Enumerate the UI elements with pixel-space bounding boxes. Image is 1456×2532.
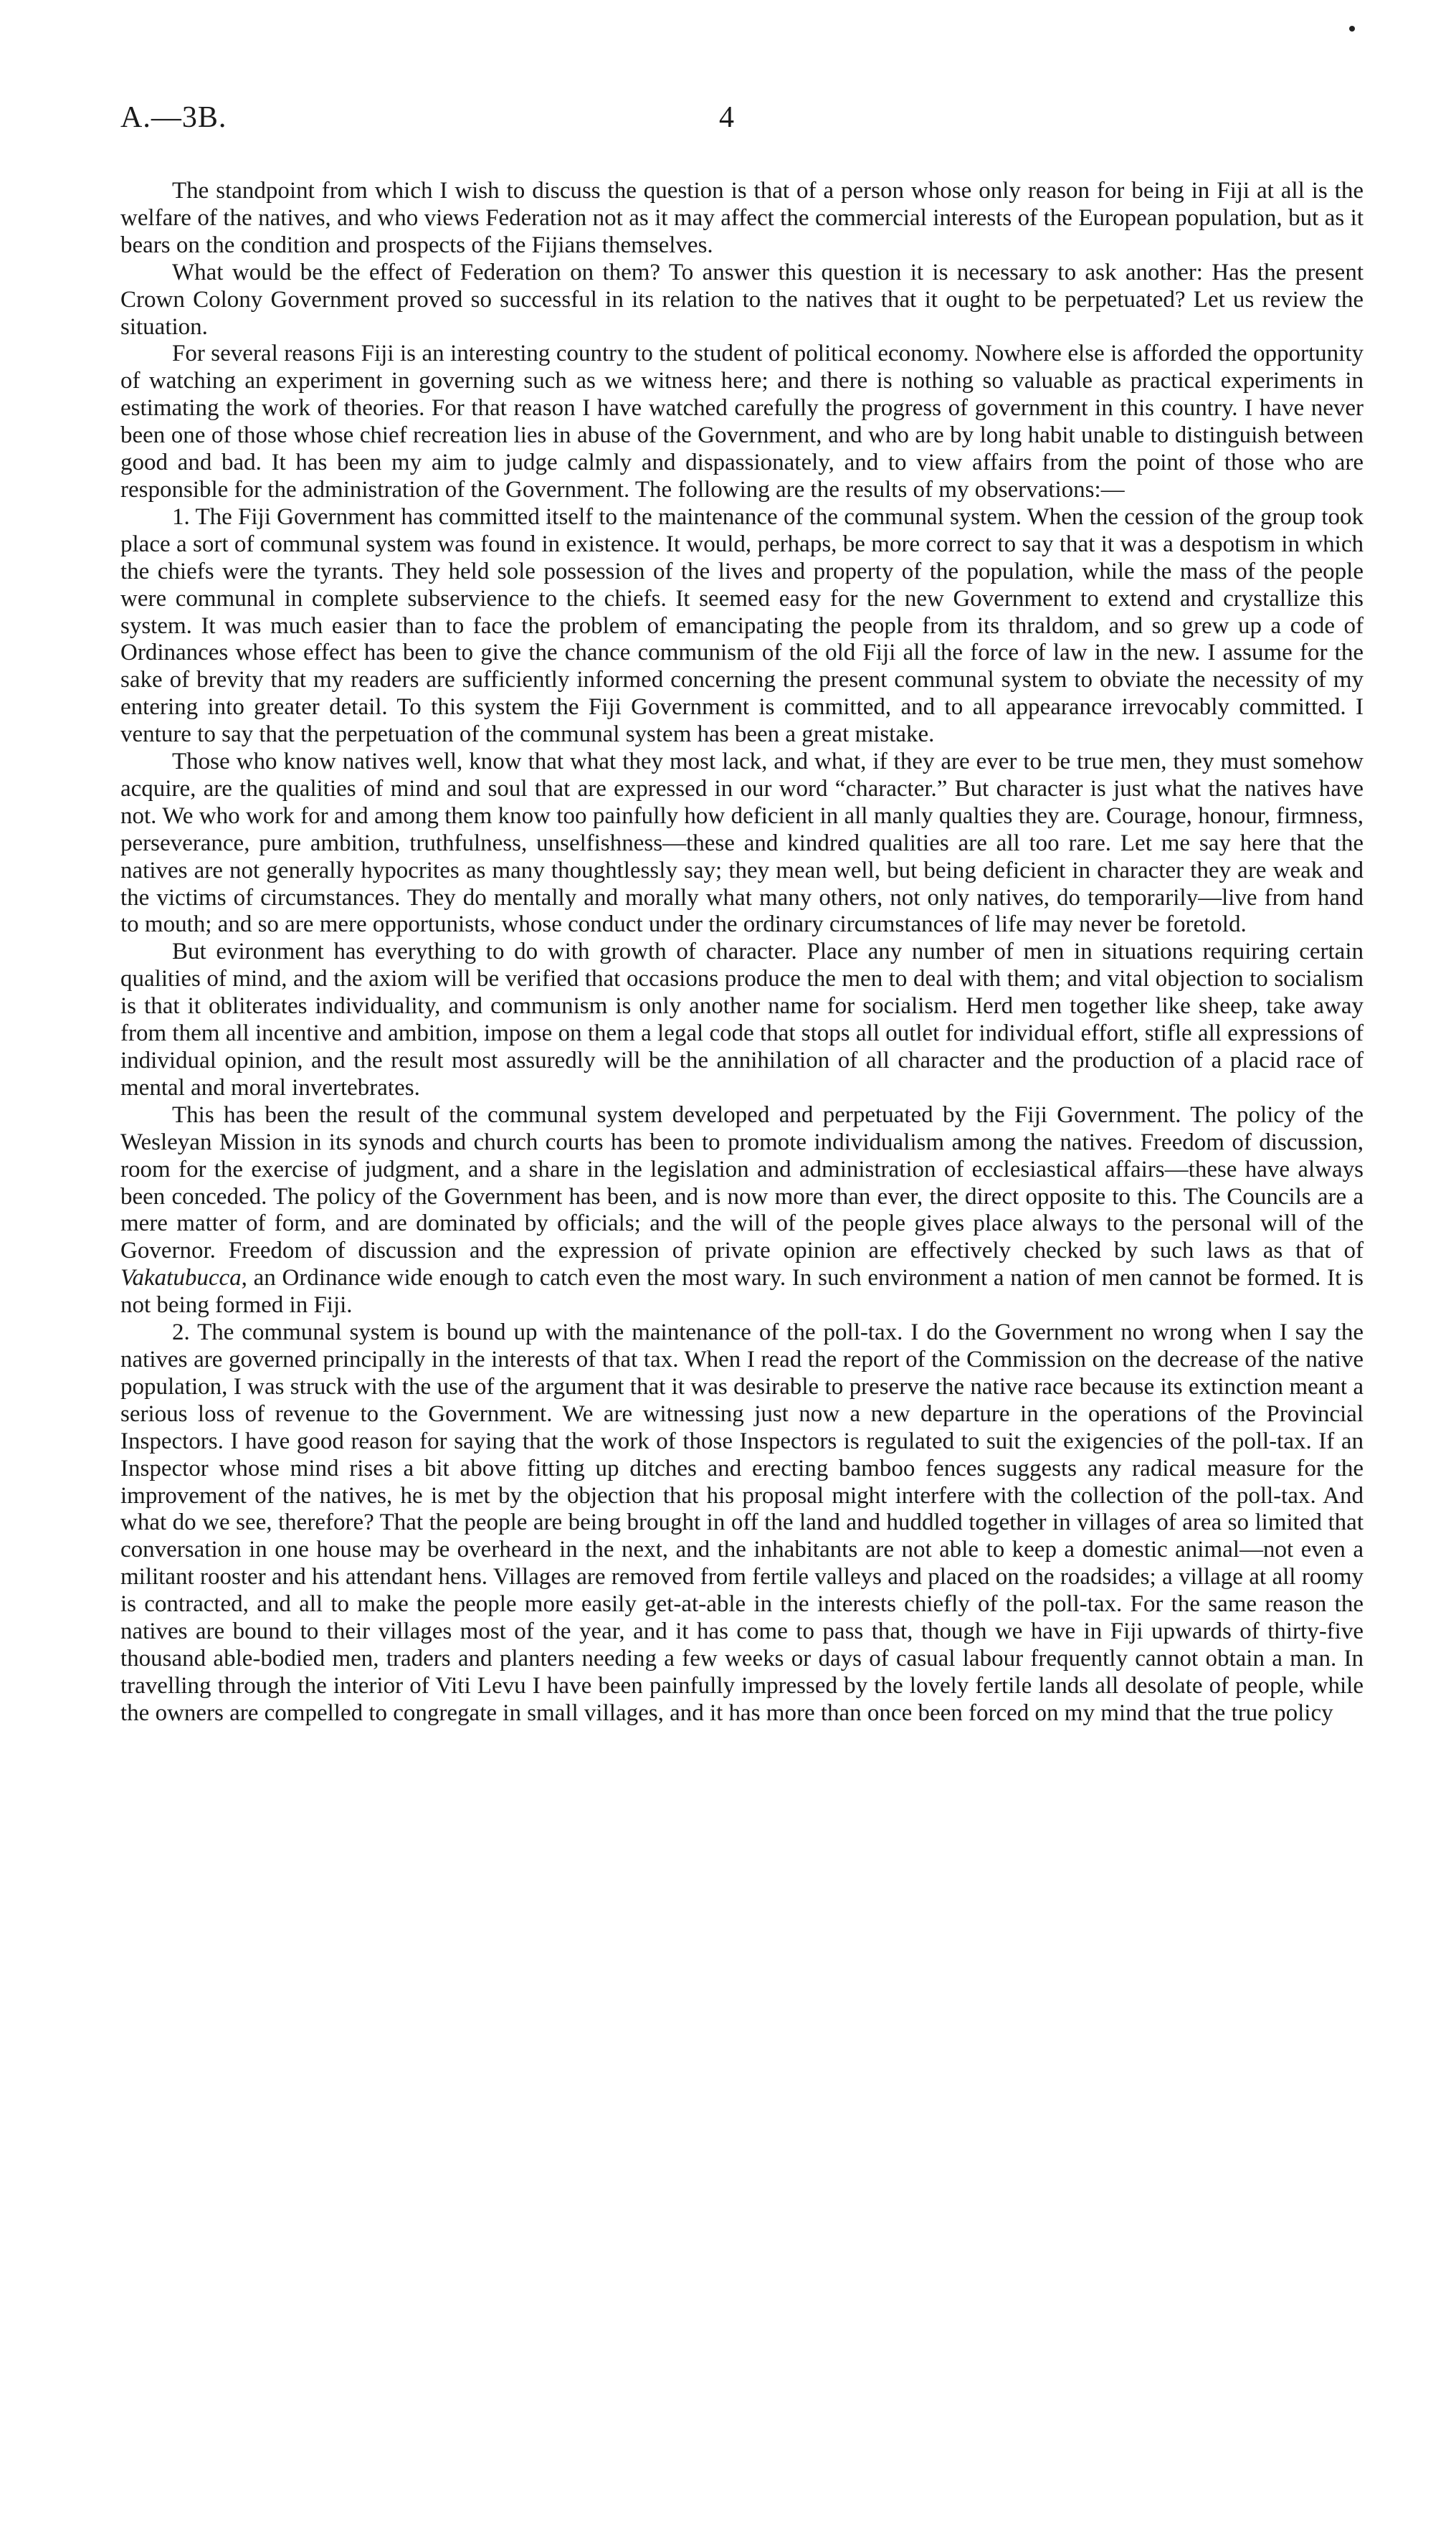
paragraph-character: Those who know natives well, know that what they most lack, and what, if they are ever to be true men, they must somehow acquire, are the qualities of mind and soul that are expressed in our word “character.” But character is just what the natives have not. We who work for and among them know too painfully how deficient in all manly qualties they are. Courage, honour, firmness, perseverance, pure ambition, truthfulness, unselfishness—these and kindred qualities are all too rare. Let me say here that the natives are not generally hypocrites as many thoughtlessly say; they mean well, but being deficient in character they are weak and the victims of circumstances. They do mentally and morally what many others, not only natives, do temporarily—live from hand to mouth; and so are mere opportunists, whose conduct under the ordinary circumstances of life may never be foretold.	[120, 749, 1364, 938]
document-reference: A.—3B.	[120, 101, 227, 134]
ink-dot	[1349, 26, 1355, 32]
paragraph-environment: But evironment has everything to do with growth of character. Place any number of men in situations requiring certain qualities of mind, and the axiom will be verified that occasions produce the men to deal with them; and vital objection to socialism is that it obliterates individuality, and communism is only another name for socialism. Herd men together like sheep, take away from them all incentive and ambition, impose on them a legal code that stops all outlet for individual effort, stifle all expressions of individual opinion, and the result most assuredly will be the annihilation of all character and the production of a placid race of mental and moral invertebrates.	[120, 939, 1364, 1101]
italic-term: Vakatubucca	[120, 1265, 242, 1291]
paragraph-wesleyan-mission: This has been the result of the communal system developed and perpetuated by the Fiji Government. The policy of the Wesleyan Mission in its synods and church courts has been to promote individualism among the natives. Freedom of discussion, room for the exercise of judgment, and a share in the legislation and administration of ecclesiastical affairs—these have always been conceded. The policy of the Government has been, and is now more than ever, the direct opposite to this. The Councils are a mere matter of form, and are dominated by officials; and the will of the people gives place always to the personal will of the Governor. Freedom of discussion and the expression of private opinion are effectively checked by such laws as that of Vakatubucca, an Ordinance wide enough to catch even the most wary. In such environment a nation of men cannot be formed. It is not being formed in Fiji.	[120, 1101, 1364, 1319]
body-text	[120, 178, 1364, 1727]
paragraph-poll-tax: 2. The communal system is bound up with the maintenance of the poll-tax. I do the Government no wrong when I say the natives are governed principally in the interests of that tax. When I read the report of the Commission on the decrease of the native population, I was struck with the use of the argument that it was desirable to preserve the native race because its extinction meant a serious loss of revenue to the Government. We are witnessing just now a new departure in the operations of the Provincial Inspectors. I have good reason for saying that the work of those Inspectors is regulated to suit the exigencies of the poll-tax. If an Inspector whose mind rises a bit above fitting up ditches and erecting bamboo fences suggests any radical measure for the improvement of the natives, he is met by the objection that his proposal might interfere with the collection of the poll-tax. And what do we see, therefore? That the people are being brought in off the land and huddled together in villages of area so limited that conversation in one house may be overheard in the next, and the inhabitants are not able to keep a domestic animal—not even a militant rooster and his attendant hens. Villages are removed from fertile valleys and placed on the roadsides; a village at all roomy is contracted, and all to make the people more easily get-at-able in the interests chiefly of the poll-tax. For the same reason the natives are bound to their villages most of the year, and it has come to pass that, though we have in Fiji upwards of thirty-five thousand able-bodied men, traders and planters needing a few weeks or days of casual labour frequently cannot obtain a man. In travelling through the interior of Viti Levu I have been painfully impressed by the lovely fertile lands all desolate of people, while the owners are compelled to congregate in small villages, and it has more than once been forced on my mind that the true policy	[120, 1319, 1364, 1726]
paragraph-question: What would be the effect of Federation on them? To answer this question it is necessary to ask another: Has the present Crown Colony Government proved so successful in its relation to the natives that it ought to be perpetuated? Let us review the situation.	[120, 259, 1364, 340]
paragraph-intro: The standpoint from which I wish to discuss the question is that of a person whose only reason for being in Fiji at all is the welfare of the natives, and who views Federation not as it may affect the commercial interests of the European population, but as it bears on the condition and prospects of the Fijians themselves.	[120, 178, 1364, 258]
paragraph-communal-system: 1. The Fiji Government has committed itself to the maintenance of the communal system. When the cession of the group took place a sort of communal system was found in existence. It would, perhaps, be more correct to say that it was a despotism in which the chiefs were the tyrants. They held sole possession of the lives and property of the population, while the mass of the people were communal in complete subservience to the chiefs. It seemed easy for the new Government to extend and crystallize this system. It was much easier than to face the problem of emancipating the people from its thraldom, and so grew up a code of Ordinances whose effect has been to give the chance communism of the old Fiji all the force of law in the new. I assume for the sake of brevity that my readers are sufficiently informed concerning the present communal system to obviate the necessity of my entering into greater detail. To this system the Fiji Government is committed, and to all appearance irrevocably committed. I venture to say that the perpetuation of the communal system has been a great mistake.	[120, 503, 1364, 748]
paragraph-political-economy: For several reasons Fiji is an interesting country to the student of political economy. Nowhere else is afforded the opportunity of watching an experiment in governing such as we witness here; and there is nothing so valuable as practical experiments in estimating the work of theories. For that reason I have watched carefully the progress of government in this country. I have never been one of those whose chief recreation lies in abuse of the Government, and who are by long habit unable to distinguish between good and bad. It has been my aim to judge calmly and dispassionately, and to view affairs from the point of those who are responsible for the administration of the Government. The following are the results of my observations:—	[120, 341, 1364, 503]
page-header	[120, 100, 1339, 143]
page-number: 4	[719, 101, 734, 134]
